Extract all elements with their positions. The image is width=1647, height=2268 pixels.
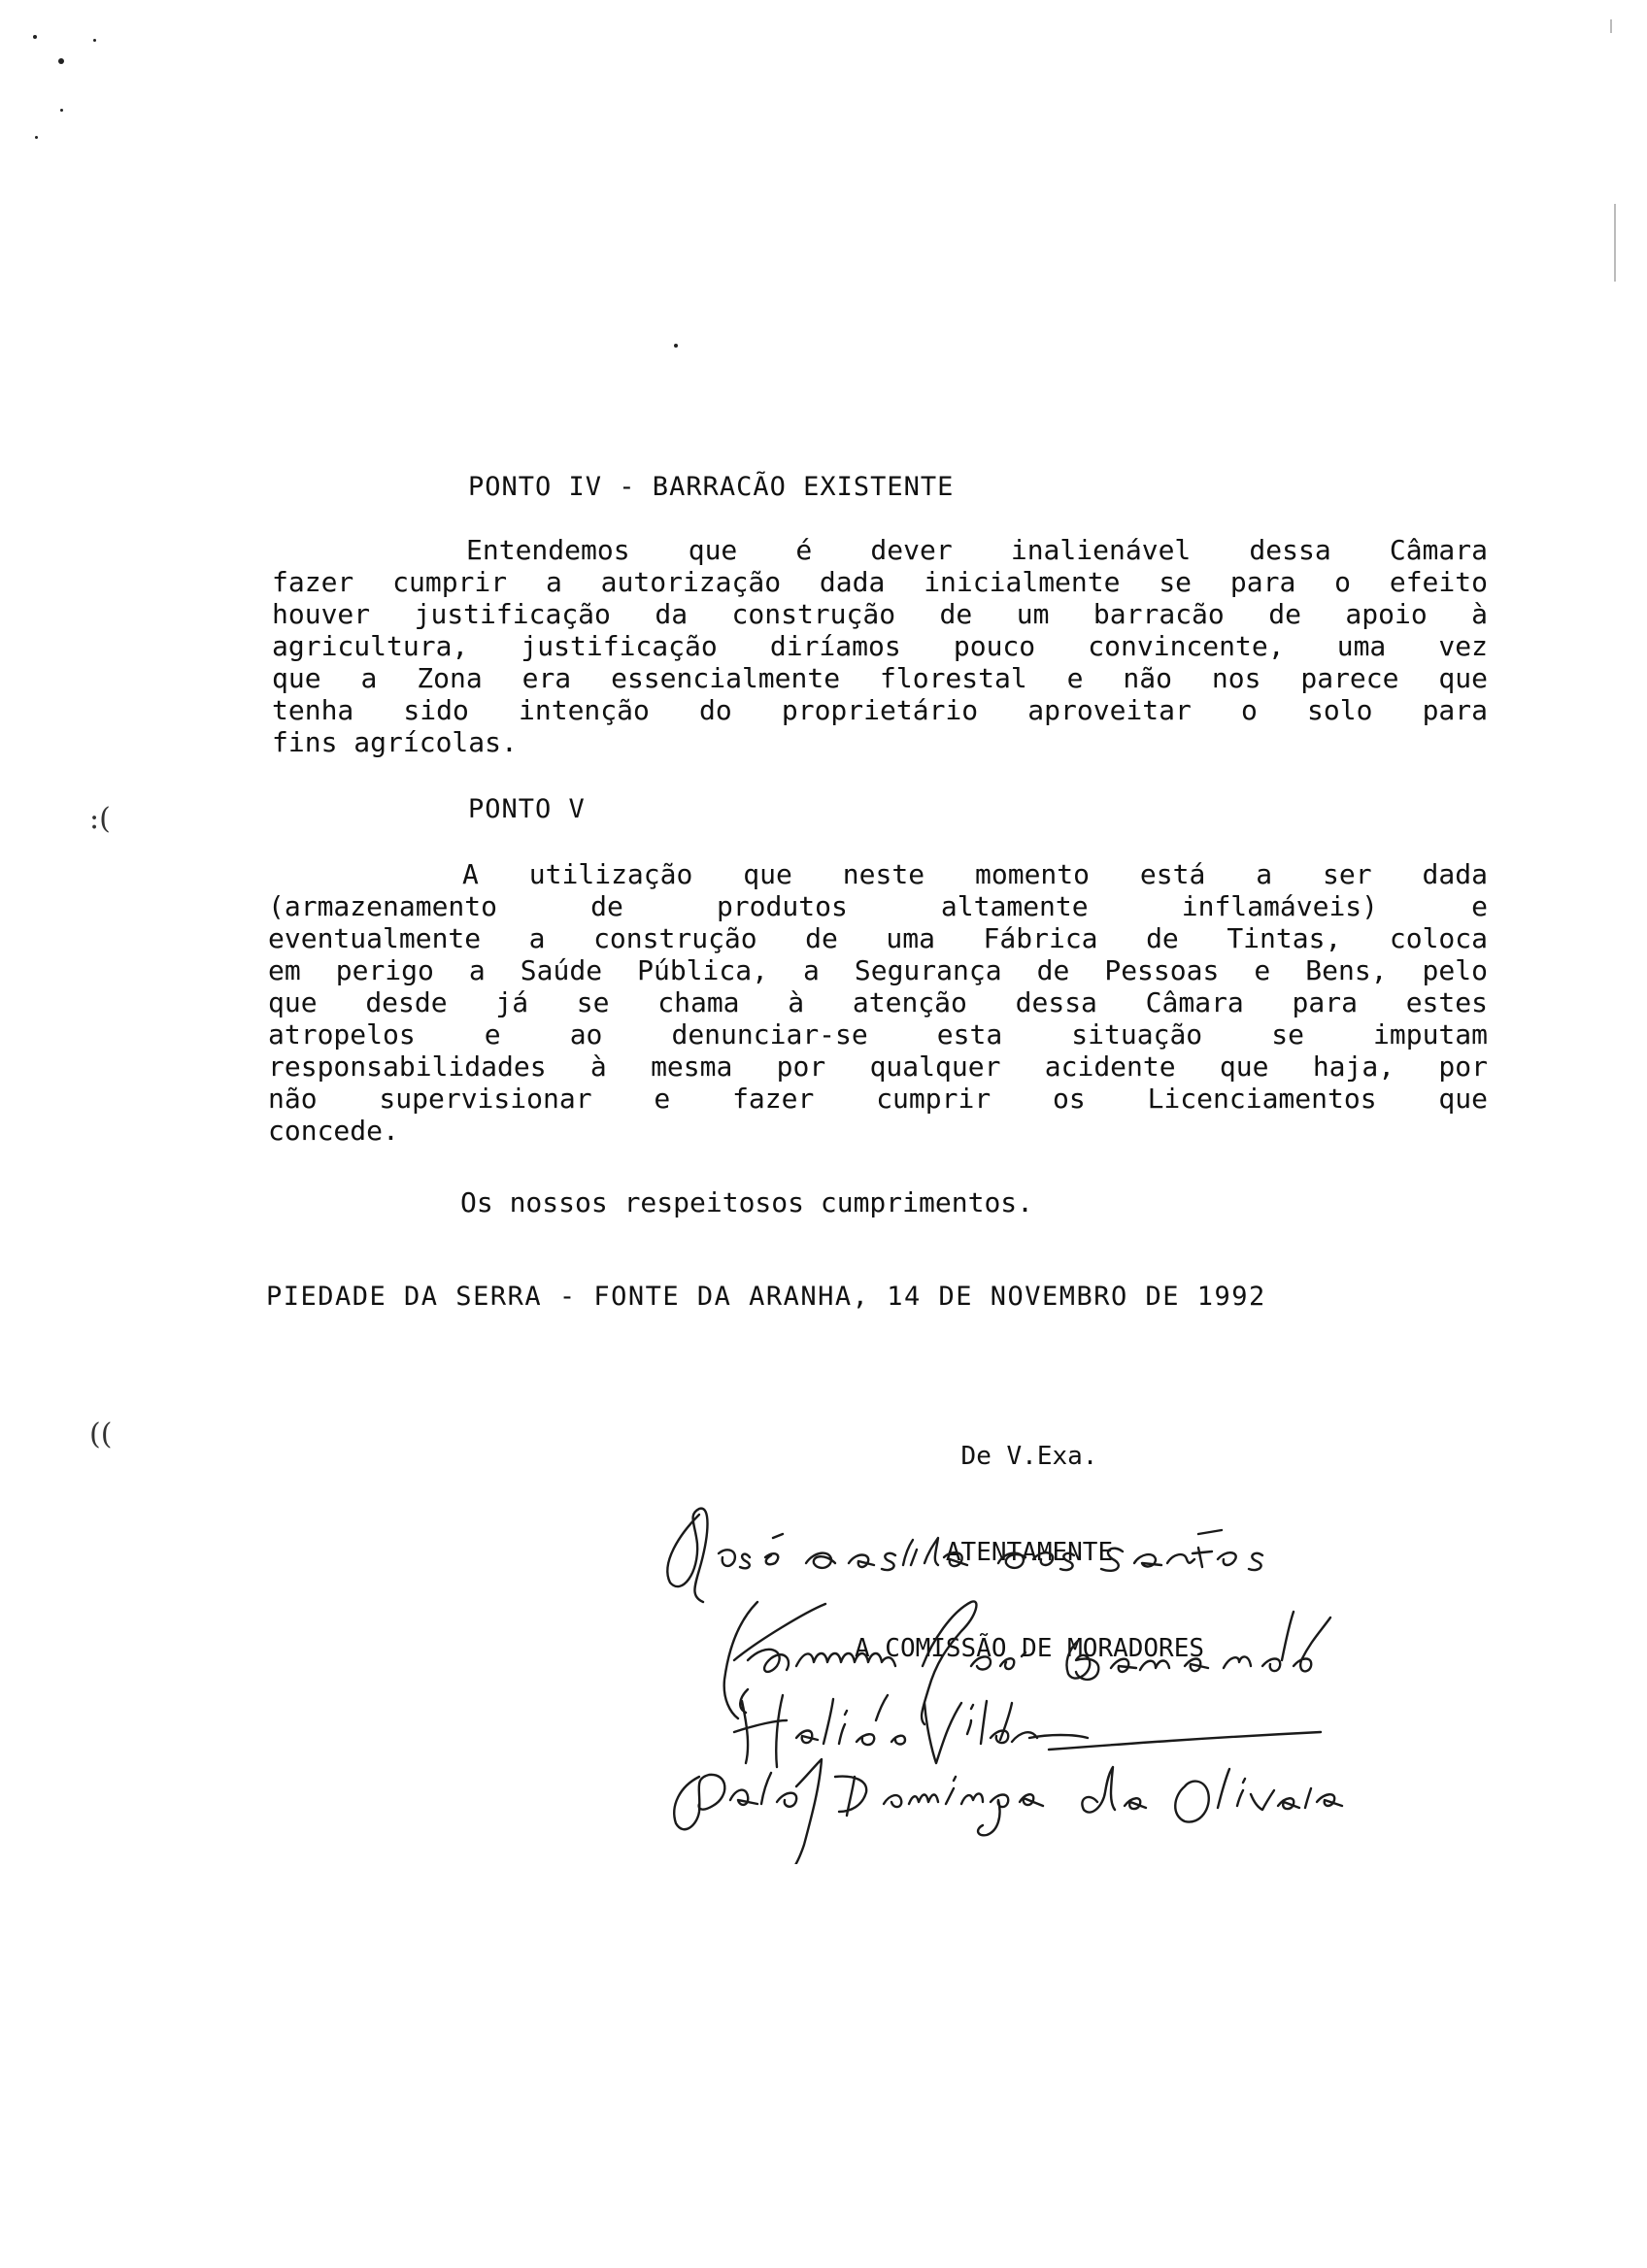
signature-committee: A COMISSÃO DE MORADORES [854,1634,1205,1663]
scan-speck [58,58,64,64]
handwritten-signatures [641,1495,1379,1864]
paragraph-line: houver justificação da construção de um barracão de apoio à [272,598,1488,630]
paragraph-line: em perigo a Saúde Pública, a Segurança de Pessoas e Bens, pelo [268,954,1488,986]
paragraph-line: (armazenamento de produtos altamente inflamáveis) e [268,890,1488,922]
margin-mark: :( [89,802,111,836]
paragraph-line: A utilização que neste momento está a ser dada [462,858,1488,890]
closing-salutation: Os nossos respeitosos cumprimentos. [460,1186,1034,1218]
signature-1 [667,1509,1262,1602]
signature-4 [674,1759,1342,1864]
section-heading-ponto-iv: PONTO IV - BARRACÃO EXISTENTE [468,472,955,502]
scan-speck [1610,19,1612,33]
paragraph-ponto-v [268,858,1488,1147]
scan-speck [1614,204,1616,282]
scan-speck [60,109,63,112]
paragraph-line: agricultura, justificação diríamos pouco convincente, uma vez [272,630,1488,662]
paragraph-line: não supervisionar e fazer cumprir os Licenciamentos que [268,1083,1488,1115]
place-and-date: PIEDADE DA SERRA - FONTE DA ARANHA, 14 DE NOVEMBRO DE 1992 [266,1282,1266,1312]
paragraph-line: atropelos e ao denunciar-se esta situação se imputam [268,1018,1488,1051]
scan-speck [674,344,678,348]
paragraph-line: fazer cumprir a autorização dada inicialmente se para o efeito [272,566,1488,598]
section-heading-ponto-v: PONTO V [468,794,586,824]
paragraph-line: tenha sido intenção do proprietário aproveitar o solo para [272,694,1488,726]
paragraph-line: que desde já se chama à atenção dessa Câmara para estes [268,986,1488,1018]
paragraph-line: Entendemos que é dever inalienável dessa Câmara [466,534,1488,566]
paragraph-ponto-iv [272,534,1488,758]
signature-closing: ATENTAMENTE [945,1538,1114,1567]
signature-greeting: De V.Exa. [960,1442,1098,1471]
scan-speck [35,136,38,139]
paragraph-line: que a Zona era essencialmente florestal e não nos parece que [272,662,1488,694]
signature-2 [724,1601,1330,1724]
paragraph-line: responsabilidades à mesma por qualquer acidente que haja, por [268,1051,1488,1083]
paragraph-line: eventualmente a construção de uma Fábrica de Tintas, coloca [268,922,1488,954]
scan-speck [93,39,96,42]
paragraph-line: concede. [268,1115,399,1147]
margin-mark: (( [89,1418,113,1451]
paragraph-line: fins agrícolas. [272,726,518,758]
signature-3 [734,1689,1321,1767]
scan-speck [33,35,37,39]
